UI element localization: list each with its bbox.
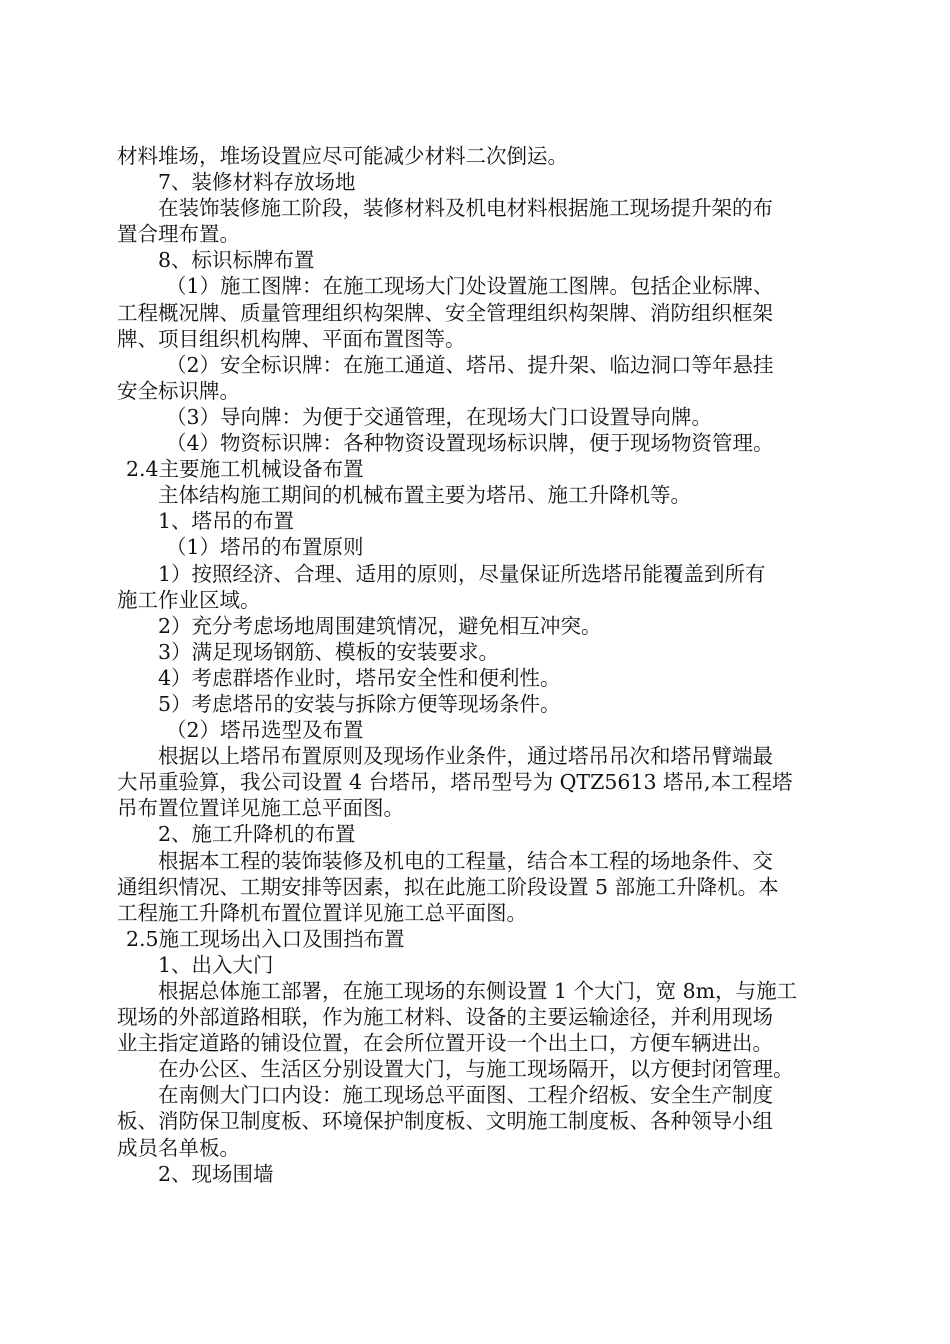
text-line: 置合理布置。 xyxy=(117,222,240,247)
text-line: 通组织情况、工期安排等因素，拟在此施工阶段设置 5 部施工升降机。本 xyxy=(117,874,779,899)
text-line: 牌、项目组织机构牌、平面布置图等。 xyxy=(117,326,466,351)
text-line: 在办公区、生活区分别设置大门，与施工现场隔开，以方便封闭管理。 xyxy=(158,1057,794,1082)
text-line: 工程施工升降机布置位置详见施工总平面图。 xyxy=(117,900,527,925)
text-line: 主体结构施工期间的机械布置主要为塔吊、施工升降机等。 xyxy=(158,483,691,508)
section-heading: 1、出入大门 xyxy=(158,952,274,977)
section-heading: 2、现场围墙 xyxy=(158,1161,274,1186)
text-line: 4）考虑群塔作业时，塔吊安全性和便利性。 xyxy=(158,665,561,690)
section-heading: 2.4主要施工机械设备布置 xyxy=(126,457,364,482)
text-line: 安全标识牌。 xyxy=(117,378,240,403)
text-line: 2）充分考虑场地周围建筑情况，避免相互冲突。 xyxy=(158,613,602,638)
text-line: 在装饰装修施工阶段，装修材料及机电材料根据施工现场提升架的布 xyxy=(158,196,773,221)
text-line: 根据总体施工部署，在施工现场的东侧设置 1 个大门，宽 8m，与施工 xyxy=(158,979,798,1003)
text-line: 材料堆场，堆场设置应尽可能减少材料二次倒运。 xyxy=(117,144,568,168)
section-heading: 8、标识标牌布置 xyxy=(158,248,315,273)
text-line: 大吊重验算，我公司设置 4 台塔吊，塔吊型号为 QTZ5613 塔吊,本工程塔 xyxy=(117,770,793,795)
section-heading: （2）塔吊选型及布置 xyxy=(166,718,364,743)
section-heading: 2、施工升降机的布置 xyxy=(158,822,356,847)
text-line: （3）导向牌：为便于交通管理，在现场大门口设置导向牌。 xyxy=(166,404,713,429)
text-line: 施工作业区域。 xyxy=(117,587,261,612)
section-heading: 7、装修材料存放场地 xyxy=(158,170,356,195)
section-heading: 1、塔吊的布置 xyxy=(158,509,295,534)
text-line: （4）物资标识牌：各种物资设置现场标识牌，便于现场物资管理。 xyxy=(166,431,774,456)
text-line: 根据本工程的装饰装修及机电的工程量，结合本工程的场地条件、交 xyxy=(158,848,773,873)
text-line: 在南侧大门口内设：施工现场总平面图、工程介绍板、安全生产制度 xyxy=(158,1083,773,1108)
text-line: 成员名单板。 xyxy=(117,1135,240,1160)
text-line: （1）施工图牌：在施工现场大门处设置施工图牌。包括企业标牌、 xyxy=(166,274,774,299)
text-line: 3）满足现场钢筋、模板的安装要求。 xyxy=(158,639,500,664)
section-heading: （1）塔吊的布置原则 xyxy=(166,535,364,560)
text-line: 1）按照经济、合理、适用的原则，尽量保证所选塔吊能覆盖到所有 xyxy=(158,561,766,586)
text-line: 吊布置位置详见施工总平面图。 xyxy=(117,796,404,821)
text-line: 根据以上塔吊布置原则及现场作业条件，通过塔吊吊次和塔吊臂端最 xyxy=(158,744,773,769)
text-line: 业主指定道路的铺设位置，在会所位置开设一个出土口，方便车辆进出。 xyxy=(117,1031,773,1056)
section-heading: 2.5施工现场出入口及围挡布置 xyxy=(126,926,405,951)
text-line: 工程概况牌、质量管理组织构架牌、安全管理组织构架牌、消防组织框架 xyxy=(117,300,773,325)
text-line: （2）安全标识牌：在施工通道、塔吊、提升架、临边洞口等年悬挂 xyxy=(166,352,774,377)
text-line: 板、消防保卫制度板、环境保护制度板、文明施工制度板、各种领导小组 xyxy=(117,1109,773,1134)
document-body xyxy=(117,143,847,1187)
text-line: 5）考虑塔吊的安装与拆除方便等现场条件。 xyxy=(158,691,561,716)
text-line: 现场的外部道路相联，作为施工材料、设备的主要运输途径，并利用现场 xyxy=(117,1005,773,1030)
